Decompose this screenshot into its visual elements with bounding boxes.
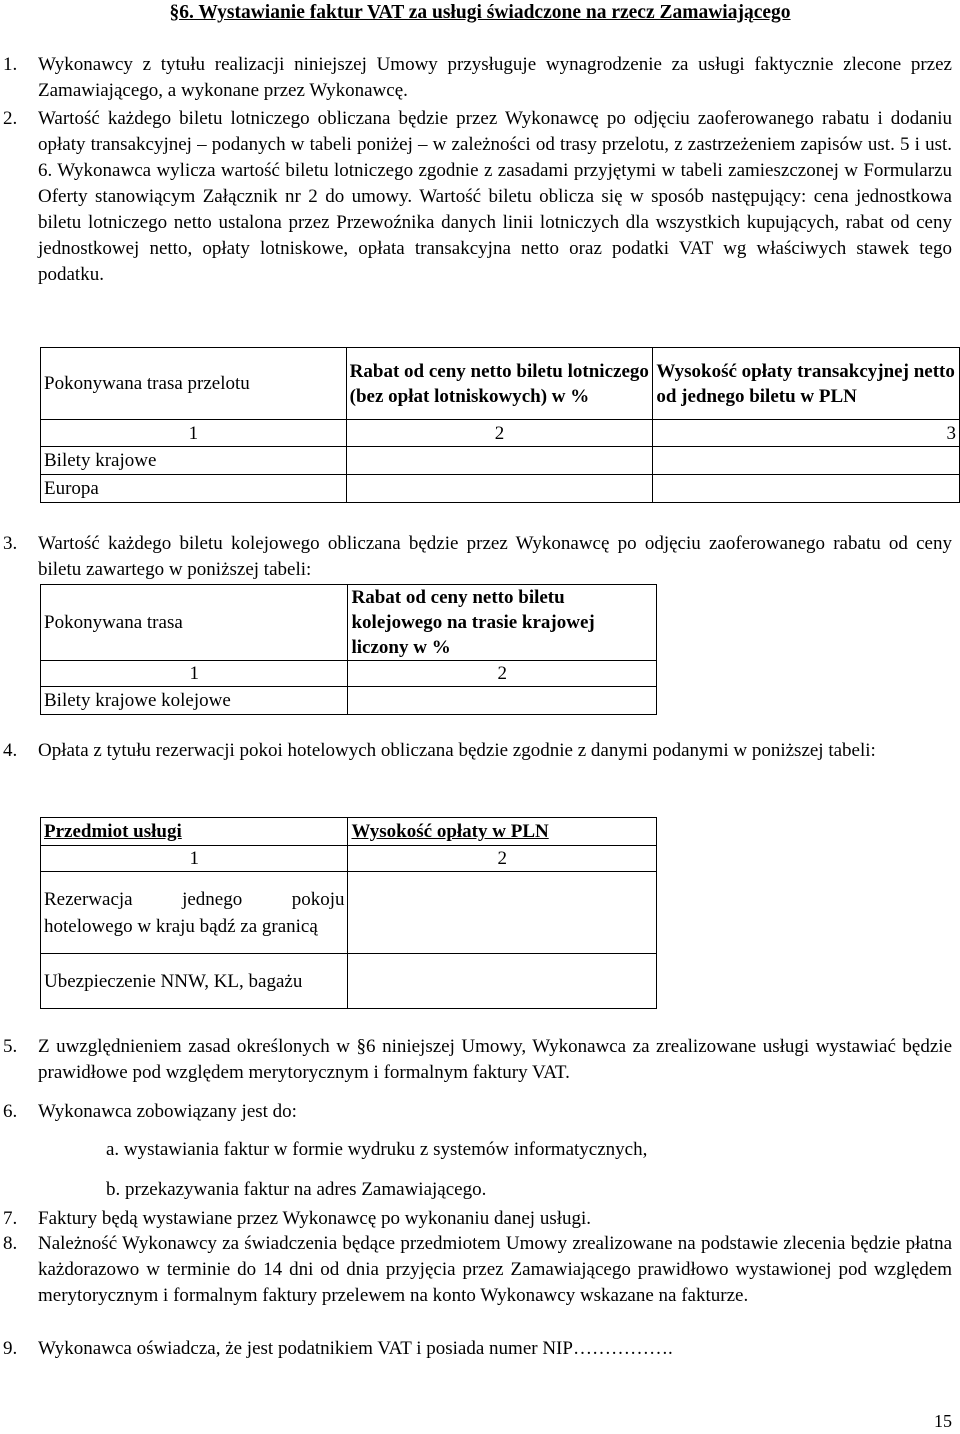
item-6-text: Wykonawca zobowiązany jest do: [38, 1101, 297, 1122]
air-cell-empty [346, 475, 653, 503]
hotel-col-number-1: 1 [41, 846, 348, 872]
item-2-number: 2. [3, 108, 18, 129]
page-number: 15 [934, 1411, 952, 1431]
hotel-header-service: Przedmiot usługi [41, 818, 348, 846]
air-header-discount: Rabat od ceny netto biletu lotniczego (bez opłat lotniskowych) w % [346, 348, 653, 420]
air-header-route: Pokonywana trasa przelotu [41, 348, 347, 420]
hotel-col-number-2: 2 [348, 846, 657, 872]
hotel-fee-table [40, 817, 657, 1009]
item-4-text: Opłata z tytułu rezerwacji pokoi hotelowych obliczana będzie zgodnie z danymi podanymi w poniższej tabeli: [38, 740, 876, 761]
air-col-number-2: 2 [346, 420, 653, 447]
rail-row-domestic: Bilety krajowe kolejowe [41, 687, 348, 715]
item-3-number: 3. [3, 533, 18, 554]
item-8-text: Należność Wykonawcy za świadczenia będące przedmiotem Umowy zrealizowane na podstawie zlecenia będzie płatna każdorazowo w terminie do 14 dni od dnia przyjęcia przez Zamawiającego prawidłowo wystawionej pod względem merytorycznym i formalnym faktury przelewem na konto Wykonawcy wskazane na fakturze. [38, 1233, 952, 1306]
rail-col-number-2: 2 [348, 661, 657, 687]
item-9-number: 9. [3, 1338, 18, 1359]
hotel-header-fee: Wysokość opłaty w PLN [348, 818, 657, 846]
item-3-text: Wartość każdego biletu kolejowego obliczana będzie przez Wykonawcę po odjęciu zaoferowanego rabatu od ceny biletu zawartego w poniższej tabeli: [38, 533, 952, 580]
section-title: §6. Wystawianie faktur VAT za usługi świadczone na rzecz Zamawiającego [169, 2, 791, 23]
air-header-fee: Wysokość opłaty transakcyjnej netto od jednego biletu w PLN [653, 348, 960, 420]
item-6b-text: b. przekazywania faktur na adres Zamawiającego. [106, 1179, 487, 1200]
hotel-cell-empty [348, 954, 657, 1009]
rail-cell-empty [348, 687, 657, 715]
item-1-text: Wykonawcy z tytułu realizacji niniejszej Umowy przysługuje wynagrodzenie za usługi faktycznie zlecone przez Zamawiającego, a wykonane przez Wykonawcę. [38, 54, 952, 101]
air-row-europe: Europa [41, 475, 347, 503]
rail-header-discount: Rabat od ceny netto biletu kolejowego na trasie krajowej liczony w % [348, 585, 657, 661]
item-9-text: Wykonawca oświadcza, że jest podatnikiem VAT i posiada numer NIP……………. [38, 1338, 673, 1359]
air-ticket-table [40, 347, 960, 503]
rail-header-route: Pokonywana trasa [41, 585, 348, 661]
hotel-cell-empty [348, 872, 657, 954]
hotel-row-insurance: Ubezpieczenie NNW, KL, bagażu [41, 954, 348, 1009]
item-7-number: 7. [3, 1208, 18, 1229]
air-col-number-3: 3 [653, 420, 960, 447]
item-6-number: 6. [3, 1101, 18, 1122]
item-5-text: Z uwzględnieniem zasad określonych w §6 niniejszej Umowy, Wykonawca za zrealizowane usługi wystawiać będzie prawidłowe pod względem merytorycznym i formalnym faktury VAT. [38, 1036, 952, 1083]
air-cell-empty [653, 475, 960, 503]
item-5-number: 5. [3, 1036, 18, 1057]
item-2-text: Wartość każdego biletu lotniczego obliczana będzie przez Wykonawcę po odjęciu zaoferowanego rabatu i dodaniu opłaty transakcyjnej – podanych w tabeli poniżej – w zależności od trasy przelotu, z zastrzeżeniem zapisów ust. 5 i ust. 6. Wykonawca wylicza wartość biletu lotniczego zgodnie z zasadami przyjętymi w tabeli zamieszczonej w Formularzu Oferty stanowiącym Załącznik nr 2 do umowy. Wartość biletu oblicza się w sposób następujący: cena jednostkowa biletu lotniczego netto ustalona przez Przewoźnika danych linii lotniczych dla wszystkich kupujących, rabat od ceny jednostkowej netto, opłaty lotniskowe, opłata transakcyjna netto oraz podatki VAT wg właściwych stawek tego podatku. [38, 108, 952, 285]
rail-col-number-1: 1 [41, 661, 348, 687]
item-6a-text: a. wystawiania faktur w formie wydruku z systemów informatycznych, [106, 1139, 648, 1160]
item-8-number: 8. [3, 1233, 18, 1254]
hotel-row-reservation: Rezerwacja jednego pokoju hotelowego w kraju bądź za granicą [41, 872, 348, 954]
air-row-domestic: Bilety krajowe [41, 447, 347, 475]
air-col-number-1: 1 [41, 420, 347, 447]
air-cell-empty [346, 447, 653, 475]
rail-ticket-table [40, 584, 657, 715]
item-1-number: 1. [3, 54, 18, 75]
air-cell-empty [653, 447, 960, 475]
item-7-text: Faktury będą wystawiane przez Wykonawcę po wykonaniu danej usługi. [38, 1208, 592, 1229]
item-4-number: 4. [3, 740, 18, 761]
